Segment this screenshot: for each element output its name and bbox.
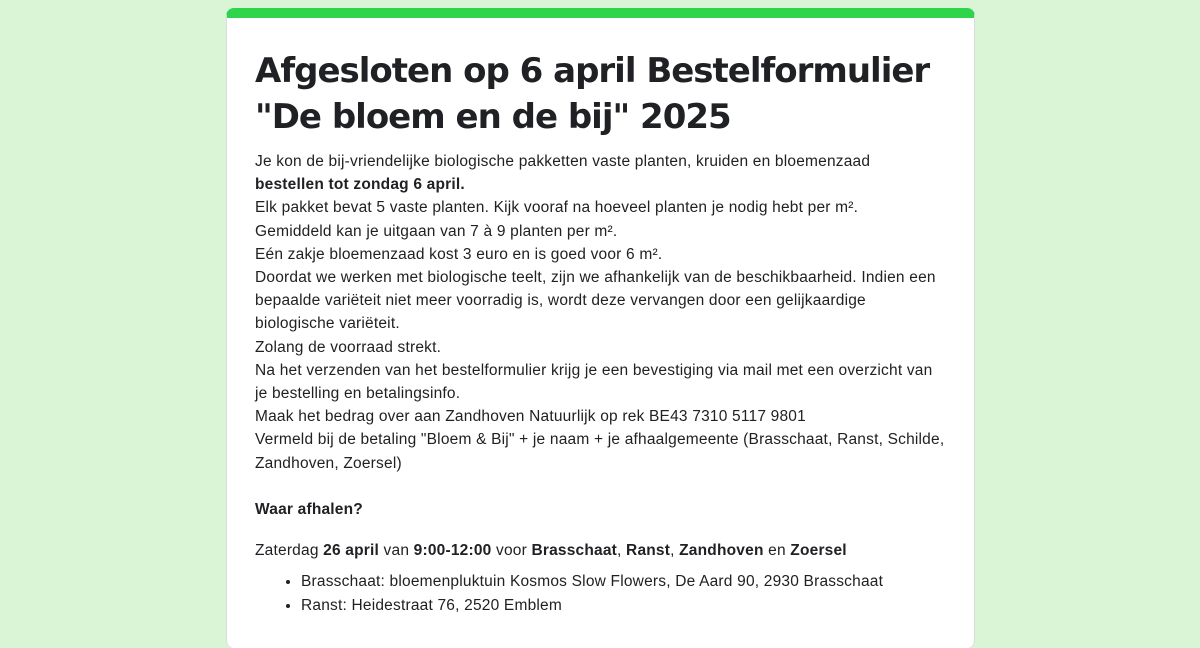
desc-payment: Maak het bedrag over aan Zandhoven Natuurlijk op rek BE43 7310 5117 9801	[255, 408, 806, 426]
desc-deadline: bestellen tot zondag 6 april.	[255, 176, 465, 194]
pickup-time: 9:00-12:00	[413, 542, 492, 560]
form-content	[227, 18, 974, 618]
pickup-location-brasschaat: Brasschaat	[531, 542, 618, 560]
pickup-date: 26 april	[323, 542, 380, 560]
form-header-card	[226, 8, 975, 648]
pickup-heading: Waar afhalen?	[255, 500, 363, 518]
list-item: • Ranst: Heidestraat 76, 2520 Emblem	[301, 594, 946, 618]
pickup-schedule: Zaterdag 26 april van 9:00-12:00 voor Brasschaat, Ranst, Zandhoven en Zoersel	[255, 542, 847, 560]
desc-line: Zolang de voorraad strekt.	[255, 338, 442, 356]
form-title-line-2: "De bloem en de bij" 2025	[255, 97, 731, 137]
form-title-line-1: Afgesloten op 6 april Bestelformulier	[255, 51, 930, 91]
desc-line: Vermeld bij de betaling "Bloem & Bij" + je naam + je afhaalgemeente (Brasschaat, Ranst, Schilde, Zandhoven, Zoersel)	[255, 431, 945, 472]
pickup-location-ranst: Ranst	[626, 542, 671, 560]
form-description	[255, 150, 946, 618]
desc-line: Eén zakje bloemenzaad kost 3 euro en is goed voor 6 m².	[255, 245, 663, 263]
list-item: • Brasschaat: bloemenpluktuin Kosmos Slow Flowers, De Aard 90, 2930 Brasschaat	[301, 570, 946, 594]
desc-line: Doordat we werken met biologische teelt, zijn we afhankelijk van de beschikbaarheid. Indien een bepaalde variëteit niet meer voorradig is, wordt deze vervangen door een gelijkaardige biologische variëteit.	[255, 269, 936, 333]
desc-line: Gemiddeld kan je uitgaan van 7 à 9 planten per m².	[255, 222, 618, 240]
pickup-location-zandhoven: Zandhoven	[679, 542, 764, 560]
desc-line: Je kon de bij-vriendelijke biologische pakketten vaste planten, kruiden en bloemenzaad	[255, 153, 871, 170]
desc-line: Elk pakket bevat 5 vaste planten. Kijk vooraf na hoeveel planten je nodig hebt per m².	[255, 199, 859, 217]
pickup-location-list	[255, 570, 946, 618]
pickup-location-zoersel: Zoersel	[790, 542, 847, 560]
desc-line: Na het verzenden van het bestelformulier krijg je een bevestiging via mail met een overzicht van je bestelling en betalingsinfo.	[255, 361, 933, 403]
form-title	[255, 48, 946, 140]
